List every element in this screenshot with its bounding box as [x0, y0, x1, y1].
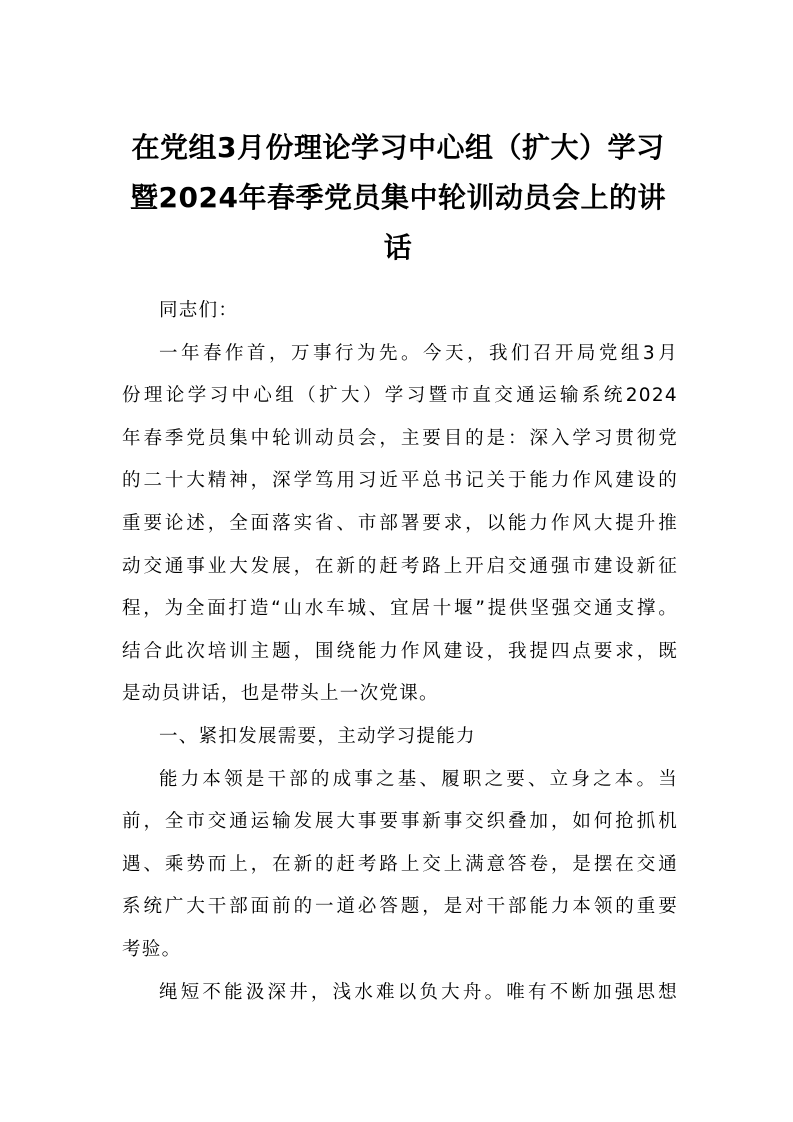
title-line: 暨2024年春季党员集中轮训动员会上的讲 — [130, 181, 666, 214]
paragraph-line: 遇、乘势而上，在新的赶考路上交上满意答卷，是摆在交通 — [122, 853, 678, 875]
paragraph-intro — [122, 333, 678, 716]
salutation-text: 同志们： — [159, 300, 239, 321]
title-line: 话 — [383, 231, 413, 264]
paragraph-line: 绳短不能汲深井，浅水难以负大舟。唯有不断加强思想 — [159, 981, 678, 1003]
section-heading-1 — [122, 716, 678, 759]
section-heading-text: 一、紧扣发展需要，主动学习提能力 — [159, 725, 476, 747]
paragraph-line: 份理论学习中心组（扩大）学习暨市直交通运输系统2024 — [122, 385, 678, 407]
paragraph-line: 程，为全面打造“山水车城、宜居十堰”提供坚强交通支撑。 — [122, 598, 678, 620]
paragraph-line: 系统广大干部面前的一道必答题，是对干部能力本领的重要 — [122, 896, 678, 918]
paragraph-capability — [122, 759, 678, 972]
document-body — [122, 290, 678, 1014]
paragraph-line: 的二十大精神，深学笃用习近平总书记关于能力作风建设的 — [122, 470, 678, 492]
paragraph-line: 年春季党员集中轮训动员会，主要目的是：深入学习贯彻党 — [122, 427, 678, 449]
salutation — [122, 290, 678, 333]
paragraph-line: 重要论述，全面落实省、市部署要求，以能力作风大提升推 — [122, 512, 678, 534]
paragraph-line: 考验。 — [122, 938, 182, 960]
paragraph-line: 动交通事业大发展，在新的赶考路上开启交通强市建设新征 — [122, 555, 678, 577]
paragraph-line: 结合此次培训主题，围绕能力作风建设，我提四点要求，既 — [122, 640, 678, 662]
title-line: 在党组3月份理论学习中心组（扩大）学习 — [131, 131, 665, 164]
document-title — [110, 123, 686, 273]
paragraph-line: 前，全市交通运输发展大事要事新事交织叠加，如何抢抓机 — [122, 811, 678, 833]
paragraph-line: 一年春作首，万事行为先。今天，我们召开局党组3月 — [159, 342, 678, 364]
paragraph-line: 能力本领是干部的成事之基、履职之要、立身之本。当 — [159, 768, 678, 790]
paragraph-line: 是动员讲话，也是带头上一次党课。 — [122, 683, 439, 705]
paragraph-rope — [122, 972, 678, 1015]
